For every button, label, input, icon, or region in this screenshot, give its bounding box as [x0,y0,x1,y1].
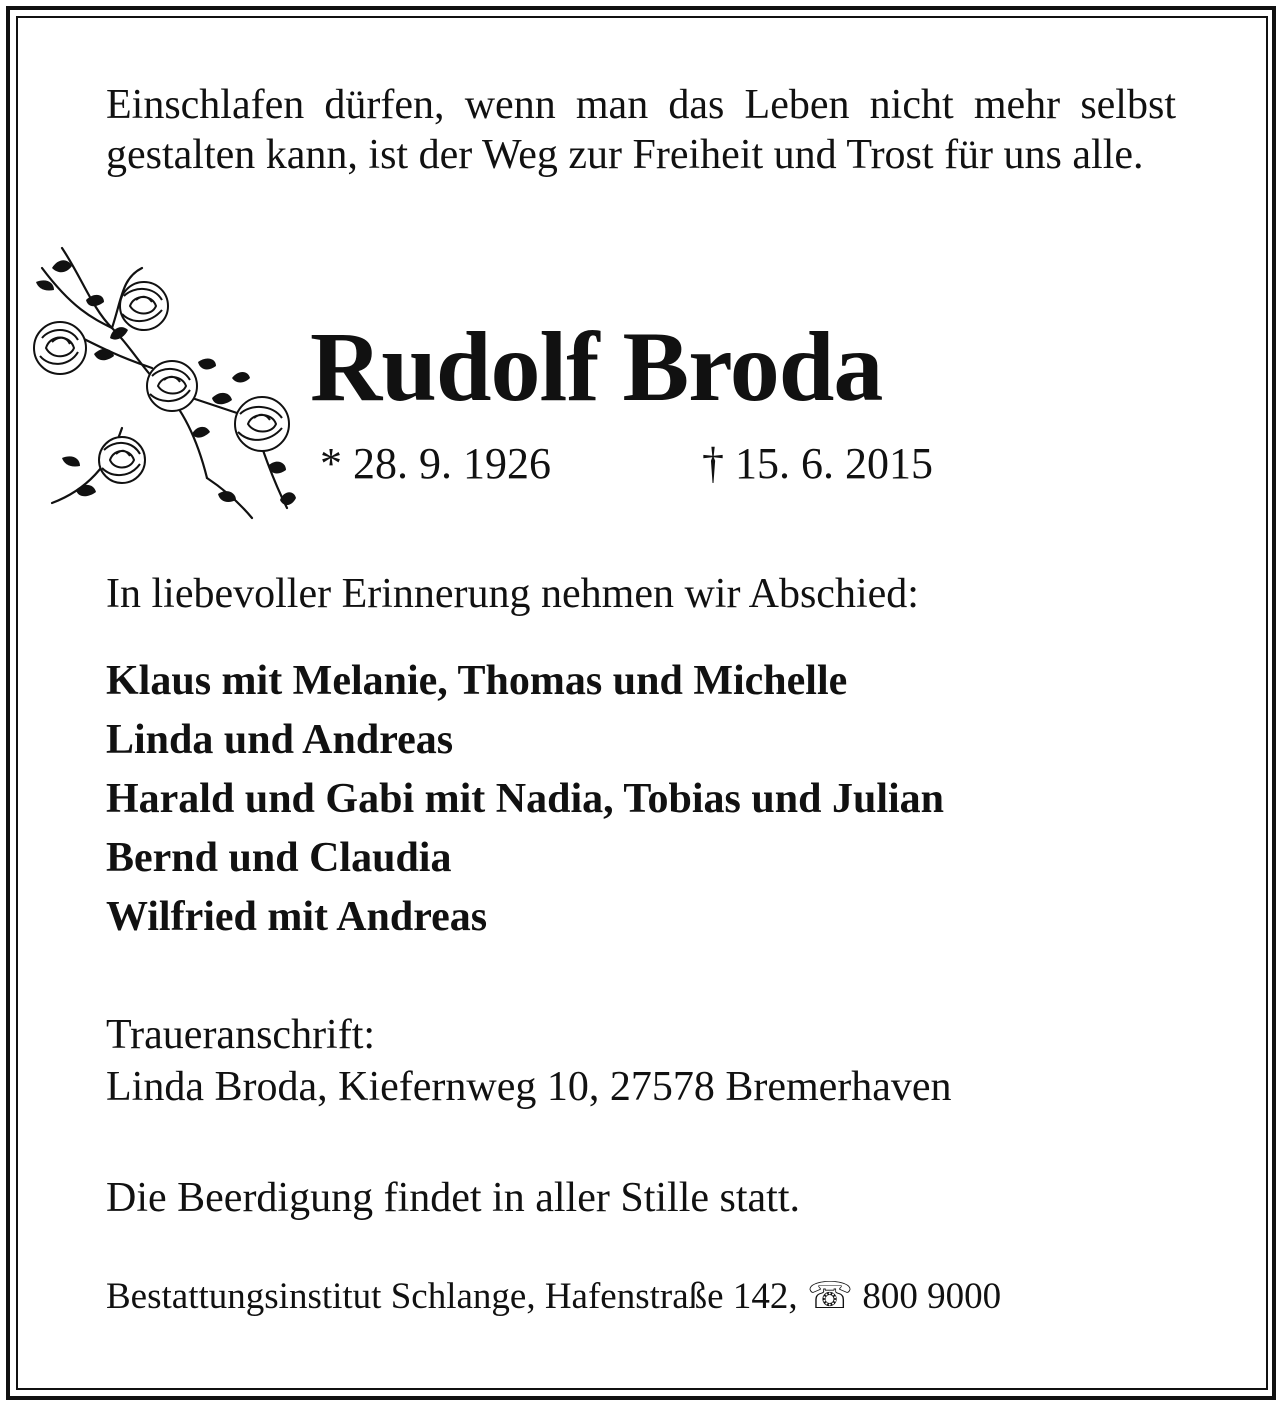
mourner-line: Harald und Gabi mit Nadia, Tobias und Julian [106,776,945,822]
mourners-list [106,652,944,947]
death-date: † 15. 6. 2015 [702,439,933,488]
farewell-text: In liebevoller Erinnerung nehmen wir Abschied: [106,571,919,617]
mourner-line: Bernd und Claudia [106,835,452,881]
mourner-line: Wilfried mit Andreas [106,894,488,940]
roses-icon [22,238,312,528]
memorial-quote: Einschlafen dürfen, wenn man das Leben nicht mehr selbst gestalten kann, ist der Weg zur Freiheit und Trost für uns alle. [106,82,1176,178]
mourner-line: Linda und Andreas [106,717,454,763]
funeral-note: Die Beerdigung findet in aller Stille statt. [106,1175,801,1221]
birth-date: * 28. 9. 1926 [320,439,551,488]
undertaker-info: Bestattungsinstitut Schlange, Hafenstraße 142, ☏ 800 9000 [106,1276,1002,1317]
mourner-line: Klaus mit Melanie, Thomas und Michelle [106,658,848,704]
mourning-address-label: Traueranschrift: [106,1012,376,1058]
deceased-name: Rudolf Broda [310,311,883,422]
mourning-address: Linda Broda, Kiefernweg 10, 27578 Bremerhaven [106,1064,952,1110]
